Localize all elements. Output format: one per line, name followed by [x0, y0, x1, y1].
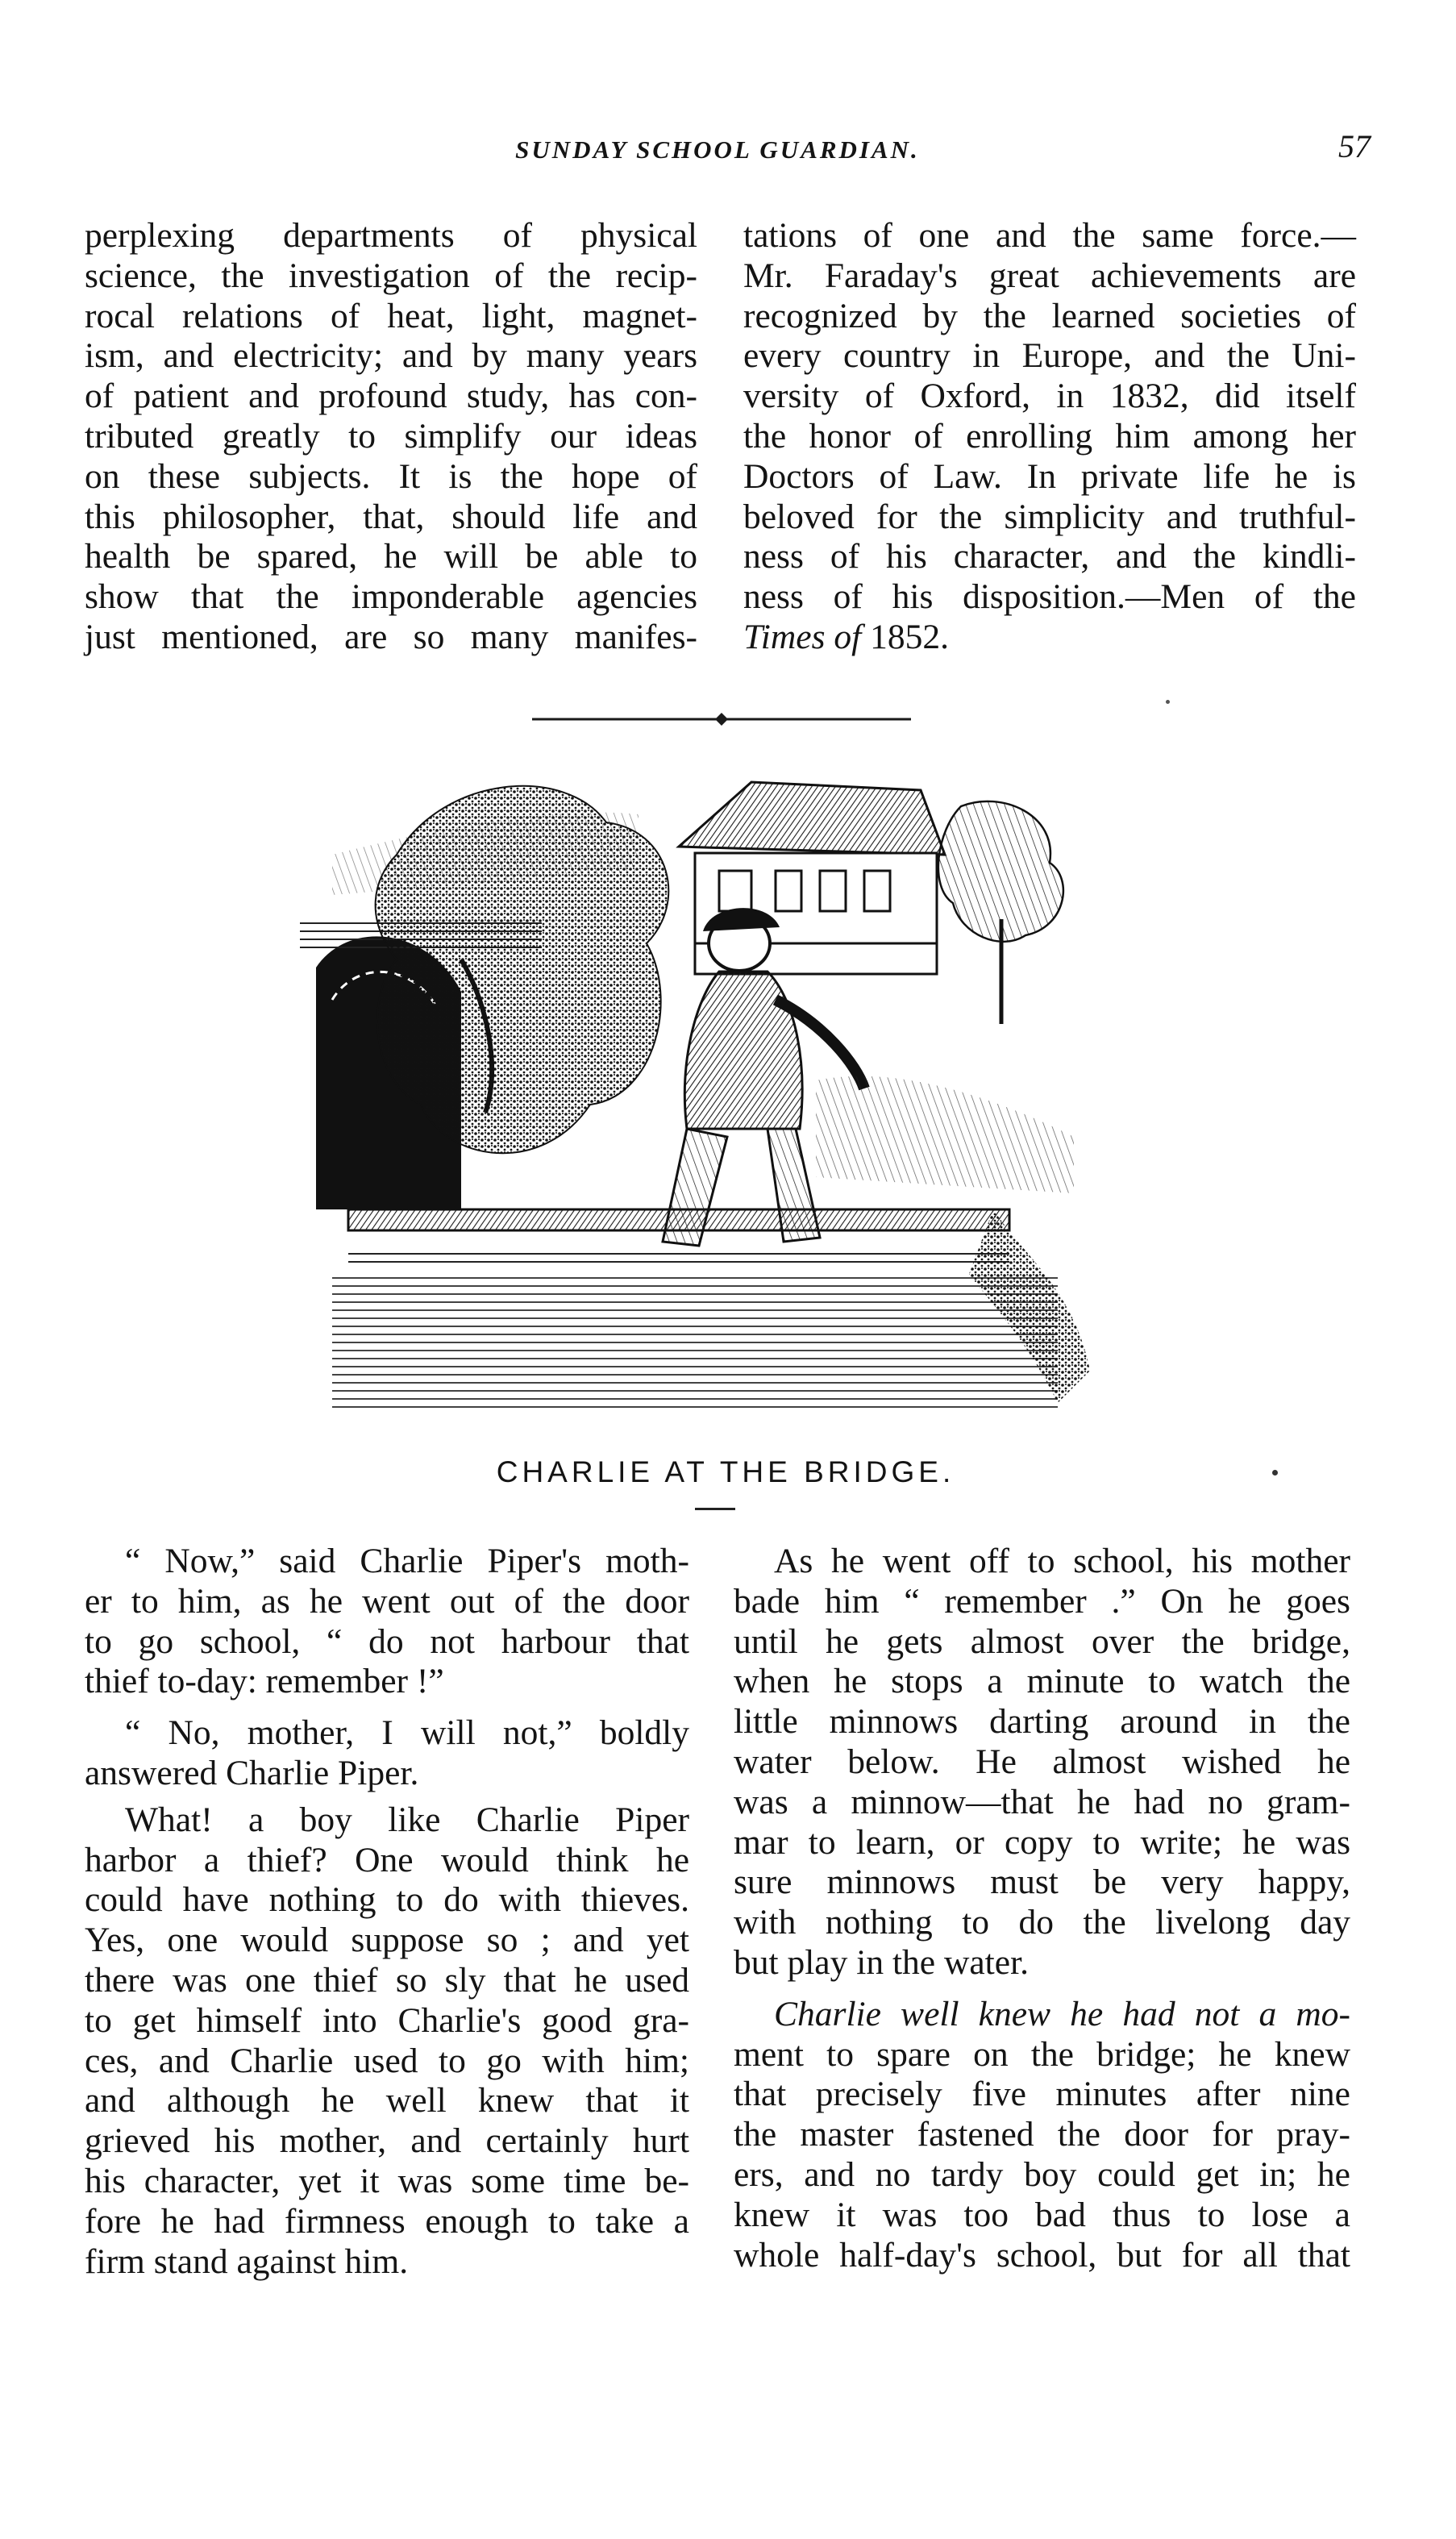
text-line: mar to learn, or copy to write; he was	[734, 1822, 1350, 1862]
text-line: until he gets almost over the bridge,	[734, 1621, 1350, 1661]
text-line: whole half-day's school, but for all that	[734, 2235, 1350, 2275]
text-line: health be spared, he will be able to	[85, 537, 697, 576]
text-line: er to him, as he went out of the door	[85, 1581, 689, 1621]
text-line: beloved for the simplicity and truthful-	[743, 497, 1356, 536]
text-line: just mentioned, are so many manifes-	[85, 617, 697, 656]
illustration-caption: CHARLIE AT THE BRIDGE.	[496, 1455, 955, 1488]
text-line: of patient and profound study, has con-	[85, 377, 697, 416]
citation-year: 1852.	[861, 617, 949, 656]
stray-ink-dot	[1272, 1470, 1278, 1476]
text-line: What! a boy like Charlie Piper	[125, 1800, 689, 1839]
bottom-right-column	[734, 1542, 1350, 2275]
text-line: that precisely five minutes after nine	[734, 2075, 1350, 2114]
text-line: ness of his disposition.—Men of the	[743, 577, 1356, 617]
text-line: rocal relations of heat, light, magnet-	[85, 296, 697, 335]
tree-icon	[938, 801, 1063, 1024]
top-left-column	[85, 216, 697, 658]
bottom-left-column	[85, 1542, 689, 2282]
text-line: but play in the water.	[734, 1942, 1030, 1982]
top-right-column	[743, 216, 1356, 658]
text-line: tributed greatly to simplify our ideas	[85, 416, 697, 456]
text-line: could have nothing to do with thieves.	[85, 1880, 689, 1920]
text-line: with nothing to do the livelong day	[734, 1903, 1350, 1942]
text-line: Mr. Faraday's great achievements are	[743, 256, 1356, 295]
text-line: the honor of enrolling him among her	[743, 416, 1356, 456]
text-line: thief to-day: remember !”	[85, 1662, 444, 1701]
text-line: ment to spare on the bridge; he knew	[734, 2034, 1350, 2074]
stray-ink-dot	[1166, 700, 1170, 704]
text-line: this philosopher, that, should life and	[85, 497, 697, 536]
text-line: when he stops a minute to watch the	[734, 1662, 1350, 1701]
text-line: science, the investigation of the recip-	[85, 256, 697, 295]
text-line: every country in Europe, and the Uni-	[743, 336, 1356, 376]
foliage-mass	[376, 786, 669, 1153]
text-line: sure minnows must be very happy,	[734, 1863, 1350, 1902]
text-line: there was one thief so sly that he used	[85, 1960, 689, 2000]
section-divider	[532, 711, 911, 727]
text-line: tations of one and the same force.—	[743, 216, 1356, 255]
text-line: his character, yet it was some time be-	[85, 2161, 689, 2200]
text-line: was a minnow—that he had no gram-	[734, 1782, 1350, 1821]
text-line: ces, and Charlie used to go with him;	[85, 2041, 689, 2080]
text-line-citation	[743, 618, 1356, 658]
text-line: harbor a thief? One would think he	[85, 1840, 689, 1879]
citation-italic: Times of	[743, 617, 862, 656]
text-line: ism, and electricity; and by many years	[85, 336, 697, 376]
text-line: perplexing departments of physical	[85, 216, 697, 255]
text-line: water below. He almost wished he	[734, 1742, 1350, 1781]
text-line: As he went off to school, his mother	[774, 1542, 1350, 1580]
text-line: on these subjects. It is the hope of	[85, 456, 697, 496]
text-line: knew it was too bad thus to lose a	[734, 2195, 1350, 2234]
text-line: grieved his mother, and certainly hurt	[85, 2121, 689, 2161]
water	[332, 1274, 1058, 1411]
field	[816, 1076, 1074, 1193]
running-header-title: SUNDAY SCHOOL GUARDIAN.	[515, 135, 920, 164]
text-line: ness of his character, and the kindli-	[743, 537, 1356, 576]
text-line: and although he well knew that it	[85, 2081, 689, 2121]
text-line: the master fastened the door for pray-	[734, 2115, 1350, 2154]
text-line: Doctors of Law. In private life he is	[743, 456, 1356, 496]
text-line: ers, and no tardy boy could get in; he	[734, 2154, 1350, 2194]
page-number: 57	[1338, 128, 1371, 164]
text-line: firm stand against him.	[85, 2241, 409, 2281]
text-line: “ Now,” said Charlie Piper's moth-	[125, 1542, 689, 1580]
text-line: fore he had firmness enough to take a	[85, 2201, 689, 2241]
text-line: answered Charlie Piper.	[85, 1753, 419, 1792]
text-line: to go school, “ do not harbour that	[85, 1621, 689, 1661]
text-line: Charlie well knew he had not a mo-	[774, 1994, 1350, 2033]
text-line: Yes, one would suppose so ; and yet	[85, 1921, 689, 1960]
caption-rule	[695, 1508, 735, 1510]
text-line: bade him “ remember .” On he goes	[734, 1581, 1350, 1621]
text-line: show that the imponderable agencies	[85, 577, 697, 617]
text-line: recognized by the learned societies of	[743, 296, 1356, 335]
text-line: “ No, mother, I will not,” boldly	[125, 1713, 689, 1753]
text-line: to get himself into Charlie's good gra-	[85, 2000, 689, 2040]
text-line: little minnows darting around in the	[734, 1702, 1350, 1742]
text-line: versity of Oxford, in 1832, did itself	[743, 377, 1356, 416]
woodcut-illustration-boy-on-bridge	[300, 758, 1106, 1431]
